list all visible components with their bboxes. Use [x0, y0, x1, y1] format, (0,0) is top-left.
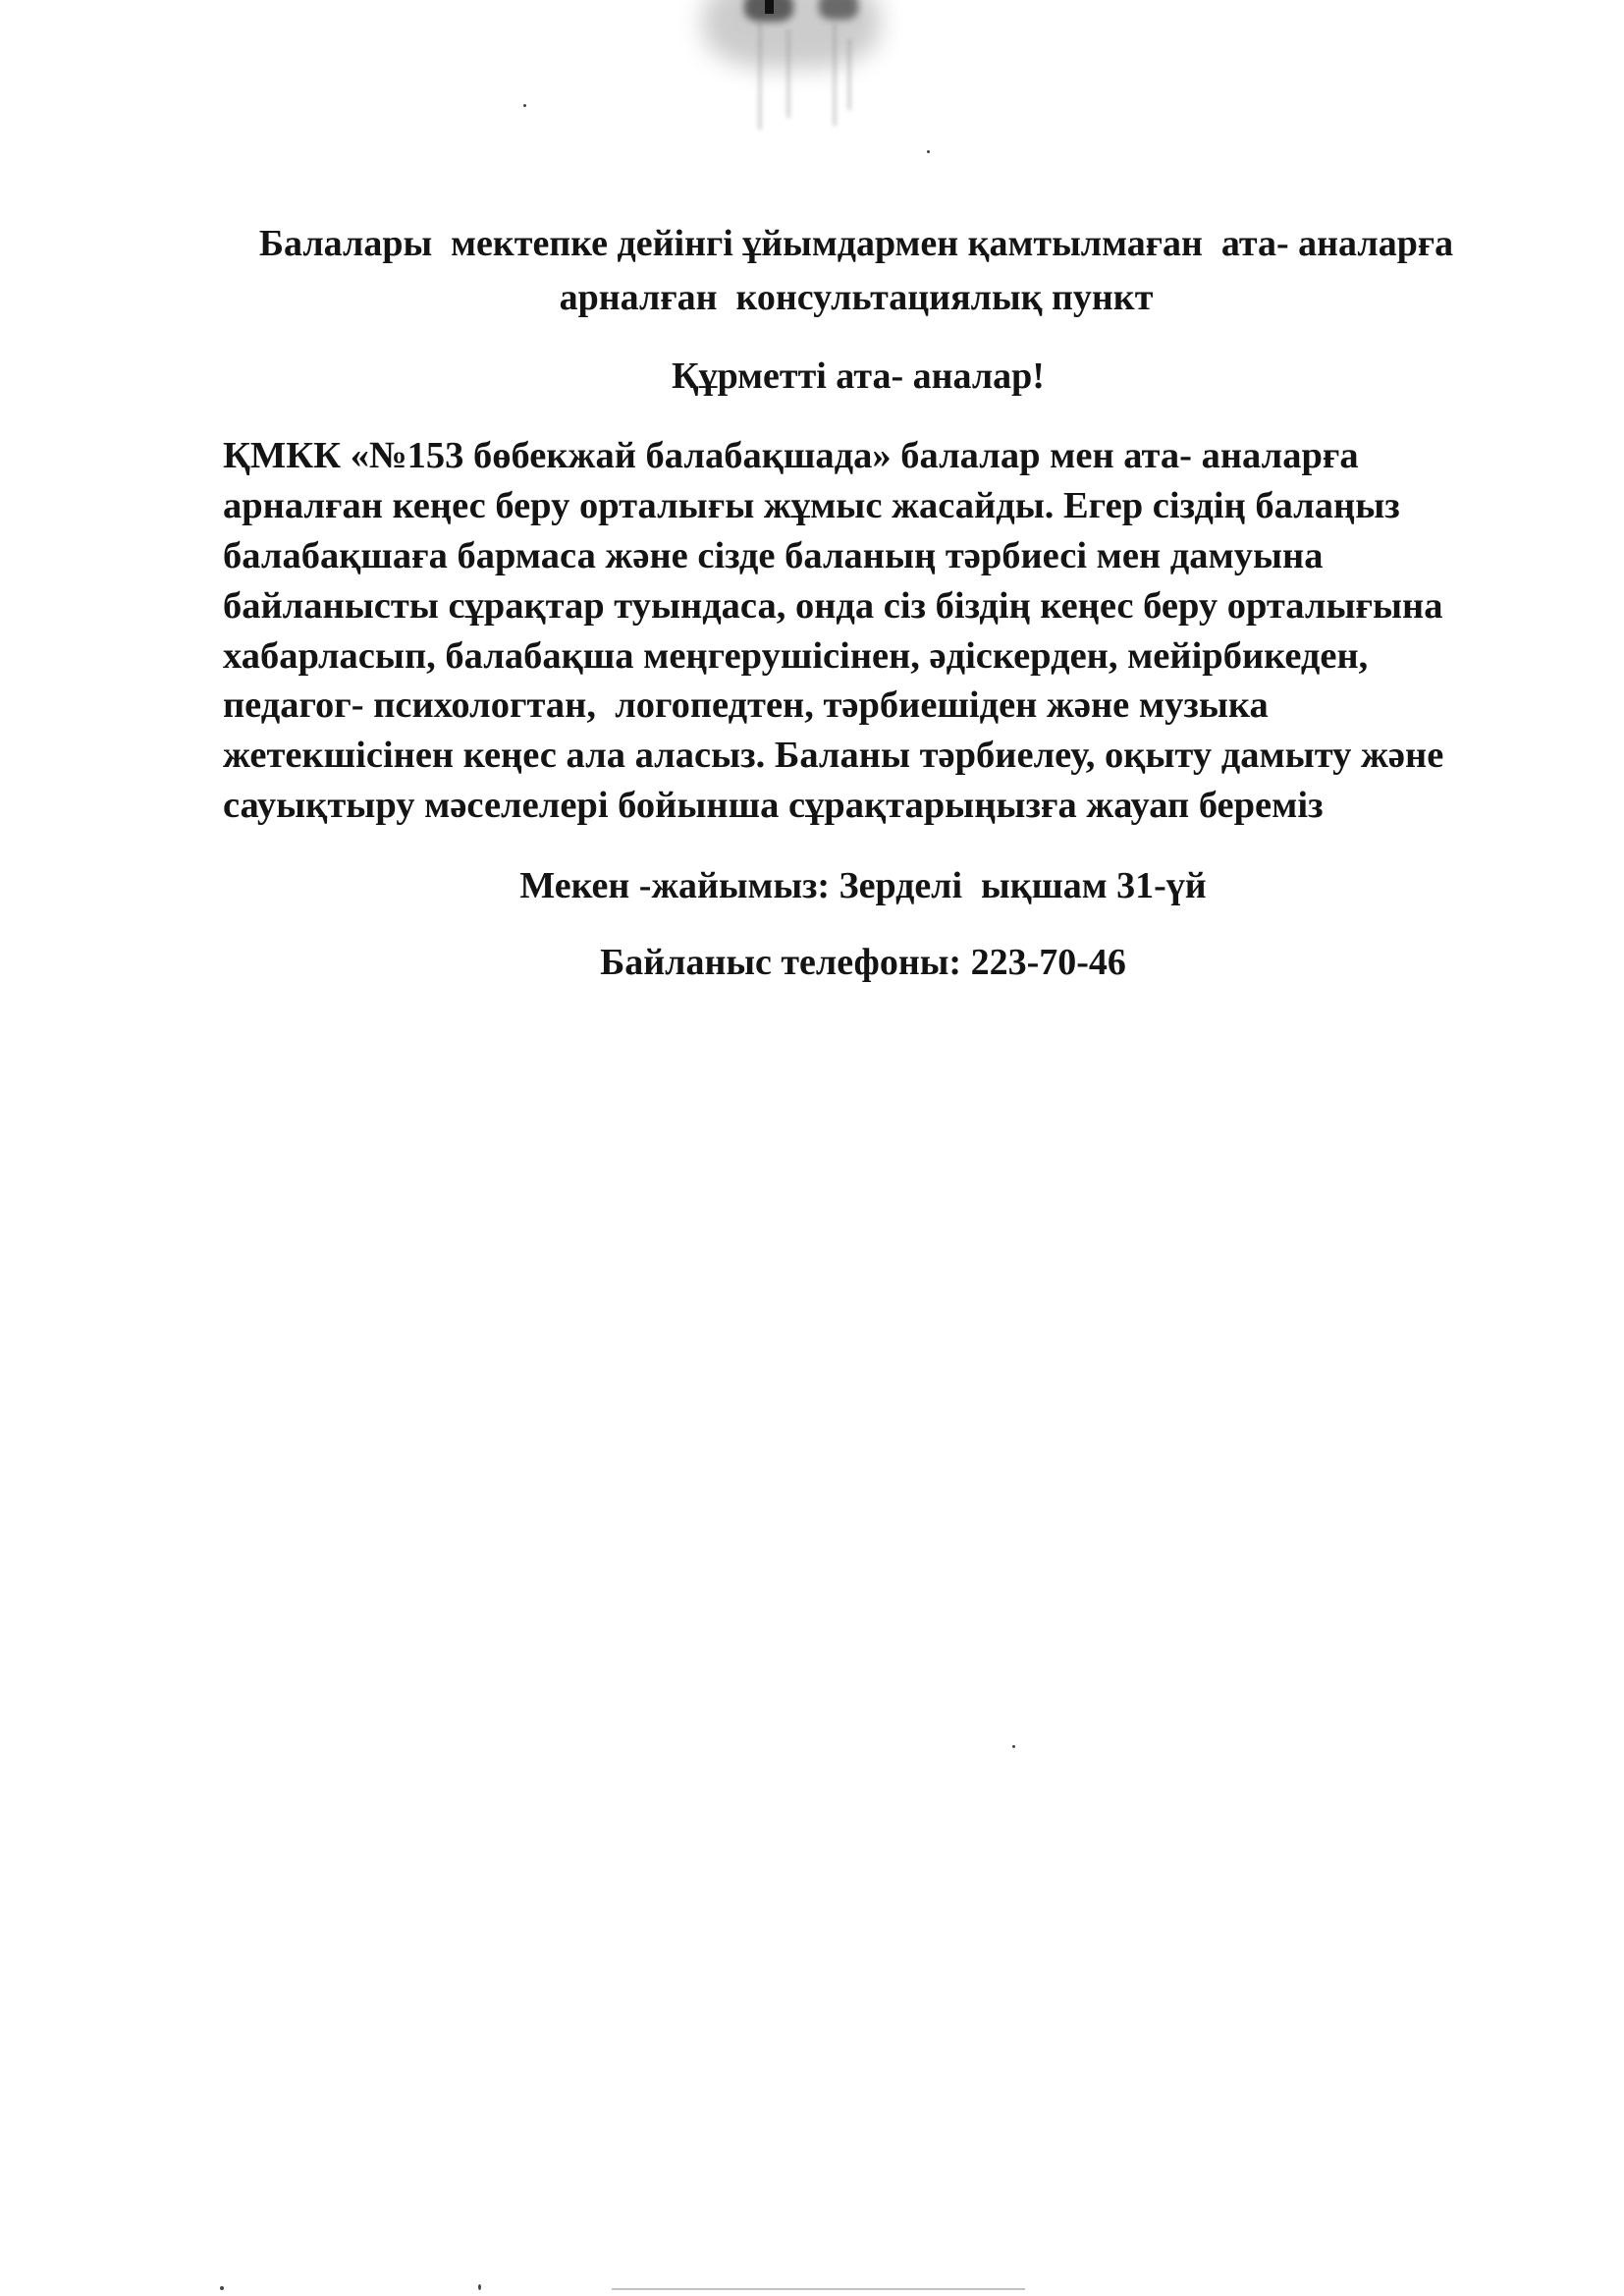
- scan-streak: [833, 24, 837, 126]
- body-line: хабарласып, балабақша меңгерушісінен, әдіскерден, мейірбикеден,: [223, 634, 1369, 677]
- address-block: [230, 861, 1496, 911]
- phone-block: [230, 938, 1496, 988]
- scan-smudge-dark: [819, 0, 858, 20]
- scan-streak: [758, 22, 762, 130]
- scan-dot: [220, 2286, 224, 2290]
- greeting-block: [225, 352, 1491, 402]
- body-line: ҚМКК «№153 бөбекжай балабақшада» балалар мен ата- аналарға: [223, 435, 1359, 476]
- scan-edge-line: [612, 2288, 1025, 2290]
- body-line: балабақшаға бармаса және сізде баланың тәрбиесі мен дамуына: [223, 534, 1324, 576]
- scan-smudge: [703, 0, 880, 69]
- scan-dot: [927, 150, 930, 153]
- body-line: педагог- психологтан, логопедтен, тәрбиешіден және музыка: [223, 684, 1269, 727]
- body-line: байланысты сұрақтар туындаса, онда сіз біздің кеңес беру орталығына: [223, 584, 1443, 627]
- scan-dot: [478, 2284, 481, 2290]
- phone-line: Байланыс телефоны: 223-70-46: [600, 942, 1126, 983]
- scan-dot: [523, 104, 526, 107]
- scan-smudge-dark: [744, 0, 793, 22]
- document-title: [223, 219, 1489, 323]
- scan-streak: [847, 39, 851, 110]
- scan-smudge-tick: [765, 0, 774, 14]
- body-line: сауықтыру мәселелері бойынша сұрақтарыңызға жауап береміз: [223, 785, 1324, 827]
- scan-dot: [1012, 1745, 1015, 1748]
- address-line: Мекен -жайымыз: Зерделі ықшам 31-үй: [519, 865, 1207, 906]
- body-line: жетекшісінен кеңес ала аласыз. Баланы тәрбиелеу, оқыту дамыту және: [223, 735, 1444, 777]
- body-paragraph: [223, 431, 1443, 831]
- greeting: Құрметті ата- аналар!: [672, 355, 1045, 397]
- document-title-line: Балалары мектепке дейінгі ұйымдармен қамтылмаған ата- аналарға: [258, 223, 1454, 264]
- body-line: арналған кеңес беру орталығы жұмыс жасайды. Егер сіздің балаңыз: [223, 484, 1400, 526]
- document-title-line: арналған консультациялық пункт: [559, 277, 1154, 318]
- scan-streak: [786, 29, 790, 118]
